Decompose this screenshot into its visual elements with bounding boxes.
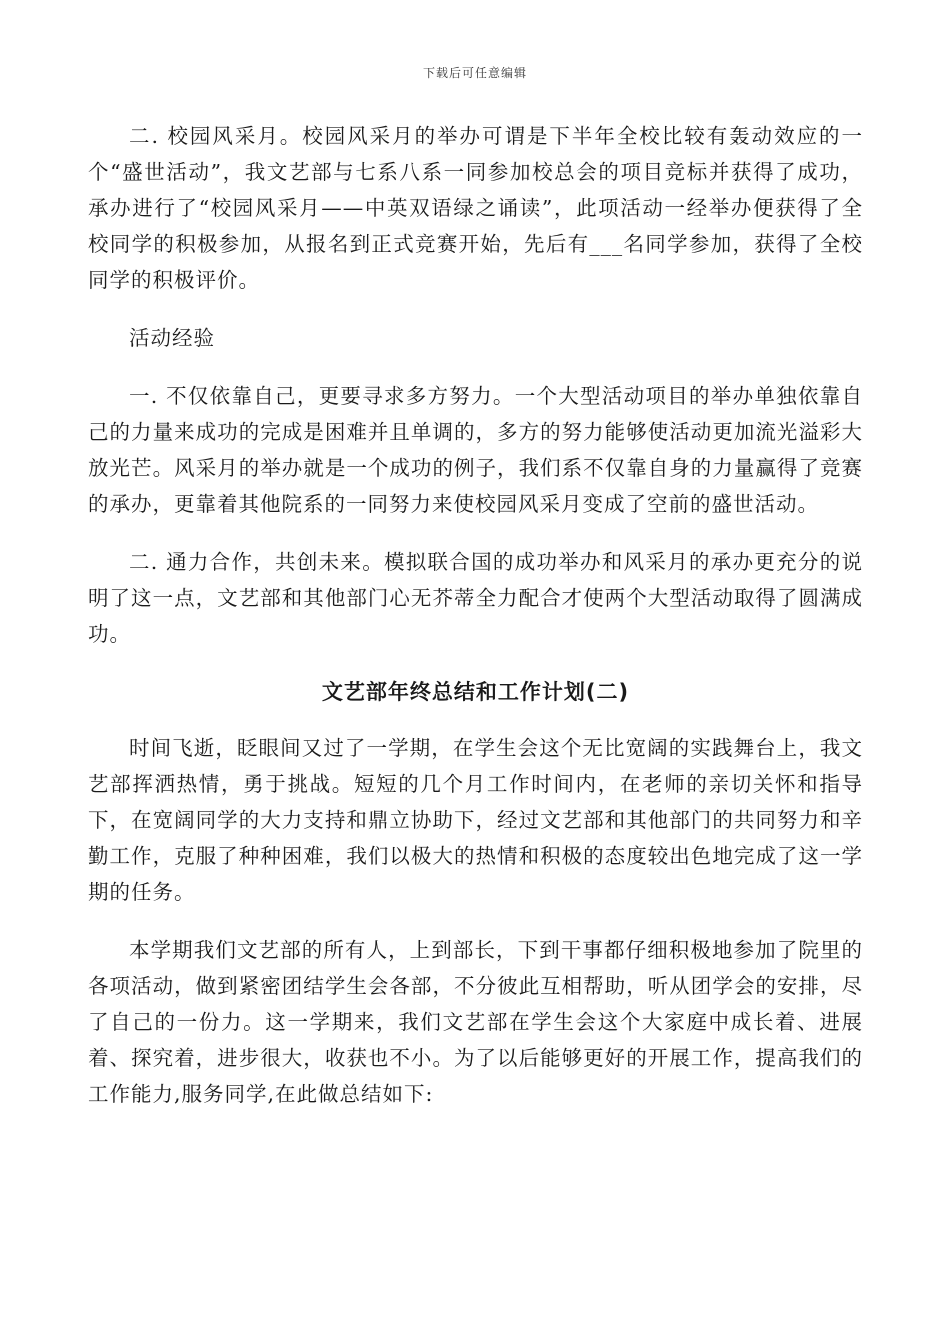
paragraph-experience-one: 一. 不仅依靠自己，更要寻求多方努力。一个大型活动项目的举办单独依靠自己的力量来成功的完成是困难并且单调的，多方的努力能够使活动更加流光溢彩大放光芒。风采月的举办就是一个成功的例子，我们系不仅靠自身的力量赢得了竞赛的承办，更靠着其他院系的一同努力来使校园风采月变成了空前的盛世活动。 <box>88 384 863 516</box>
section-title: 文艺部年终总结和工作计划(二) <box>321 680 630 704</box>
paragraph-campus-style-month: 二. 校园风采月。校园风采月的举办可谓是下半年全校比较有轰动效应的一个“盛世活动”，我文艺部与七系八系一同参加校总会的项目竞标并获得了成功，承办进行了“校园风采月——中英双语绿之诵读”，此项活动一经举办便获得了全校同学的积极参加，从报名到正式竞赛开始，先后有___名同学参加，获得了全校同学的积极评价。 <box>88 124 863 292</box>
paragraph-experience-two: 二. 通力合作，共创未来。模拟联合国的成功举办和风采月的承办更充分的说明了这一点，文艺部和其他部门心无芥蒂全力配合才使两个大型活动取得了圆满成功。 <box>88 550 863 646</box>
document-body <box>88 118 863 1112</box>
paragraph-semester-intro: 时间飞逝，眨眼间又过了一学期，在学生会这个无比宽阔的实践舞台上，我文艺部挥洒热情，勇于挑战。短短的几个月工作时间内，在老师的亲切关怀和指导下，在宽阔同学的大力支持和鼎立协助下，经过文艺部和其他部门的共同努力和辛勤工作，克服了种种困难，我们以极大的热情和积极的态度较出色地完成了这一学期的任务。 <box>88 736 863 904</box>
header-note: 下载后可任意编辑 <box>422 66 527 80</box>
paragraph-semester-summary: 本学期我们文艺部的所有人，上到部长，下到干事都仔细积极地参加了院里的各项活动，做到紧密团结学生会各部，不分彼此互相帮助，听从团学会的安排，尽了自己的一份力。这一学期来，我们文艺部在学生会这个大家庭中成长着、进展着、探究着，进步很大，收获也不小。为了以后能够更好的开展工作，提高我们的工作能力,服务同学,在此做总结如下: <box>88 938 863 1106</box>
paragraph-activity-experience-heading: 活动经验 <box>129 326 215 350</box>
